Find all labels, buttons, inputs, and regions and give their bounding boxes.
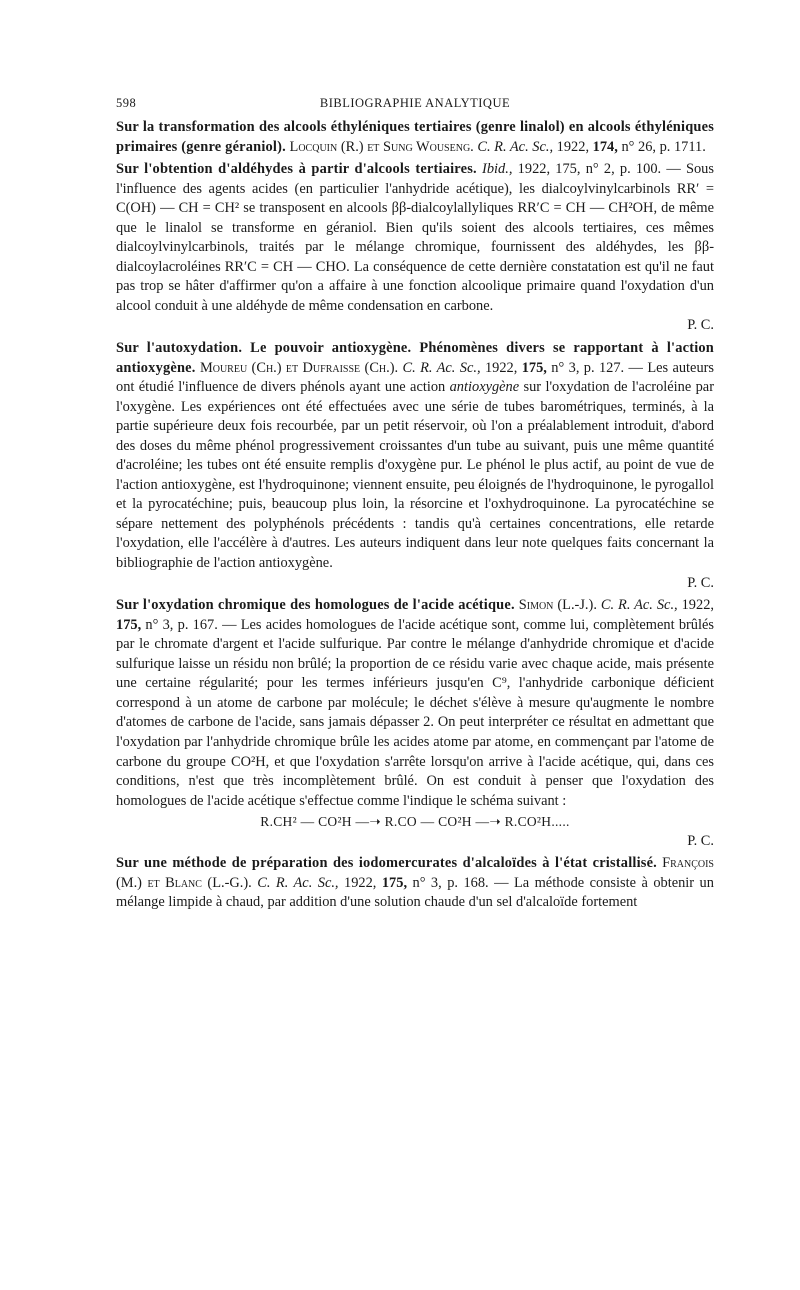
entry-authors: François (M.) et Blanc (L.-G.). — [116, 855, 714, 891]
running-header-title: BIBLIOGRAPHIE ANALYTIQUE — [319, 96, 511, 110]
entry-title: Sur la transformation des alcools éthyléniques tertiaires (genre linalol) en alcools éthyléniques primaires (genre géraniol). — [116, 119, 714, 155]
entry-abstract: — La méthode consiste à obtenir un mélange limpide à chaud, par addition d'une solution chaude d'un sel d'alcaloïde fortement — [116, 874, 714, 911]
bibliography-entry-5 — [116, 854, 714, 913]
entry-abstract-start: — Les auteurs ont étudié l'influence de divers phénols ayant une action — [116, 359, 715, 396]
reviewer-initials: P. C. — [687, 574, 714, 591]
entry-title: Sur l'oxydation chromique des homologues de l'acide acétique. — [116, 597, 515, 614]
bibliography-entry-3 — [116, 339, 714, 593]
reviewer-initials: P. C. — [687, 832, 714, 849]
entry-journal: C. R. Ac. Sc., — [477, 138, 554, 155]
entry-reference: 1922, 175, n° 2, p. 100. — [517, 161, 662, 178]
reviewer-initials: P. C. — [687, 317, 714, 334]
bibliography-entry-1 — [116, 118, 714, 157]
entry-pages: n° 26, p. 1711. — [621, 138, 706, 155]
reaction-scheme: R.CH² — CO²H —➝ R.CO — CO²H —➝ R.CO²H..... — [260, 814, 570, 830]
entry-title: Sur l'obtention d'aldéhydes à partir d'alcools tertiaires. — [116, 161, 477, 178]
entry-journal: C. R. Ac. Sc., — [257, 874, 339, 891]
entry-volume: 175, — [521, 359, 547, 376]
entry-journal: Ibid., — [482, 161, 513, 178]
entry-title: Sur une méthode de préparation des iodomercurates d'alcaloïdes à l'état cristallisé. — [116, 855, 657, 872]
entry-abstract: — Les acides homologues de l'acide acétique sont, comme lui, complètement brûlés par le chromate d'argent et l'acide sulfurique. Par contre le mélange d'anhydride chromique et d'acide sulfurique laisse un résidu non brûlé; la proportion de ce résidu varie avec chaque acide, mais présente une certaine régularité; pour les termes inférieurs jusqu'en C⁹, l'anhydride carbonique déficient correspond à un atome de carbone par molécule; le déchet s'élève à mesure qu'augmente le nombre d'atomes de carbone de l'acide, sans jamais dépasser 2. On peut interpréter ce résultat en admettant que l'oxydation par l'anhydride chromique brûle les acides atome par atome, en commençant par l'atome de carbone du groupe CO²H, et que l'oxydation s'arrête lorsqu'on arrive à l'acide acétique, qui, dans ces conditions, n'est que très incomplètement brûlé. On est conduit à penser que l'oxydation des homologues de l'acide acétique s'effectue comme l'indique le schéma suivant : — [116, 616, 714, 809]
bibliography-entry-4 — [116, 596, 714, 851]
entry-year: 1922, — [556, 138, 590, 155]
entry-title: Sur l'autoxydation. Le pouvoir antioxygène. Phénomènes divers se rapportant à l'action antioxygène. — [116, 340, 714, 376]
entry-authors: Locquin (R.) et Sung Wouseng. — [289, 138, 474, 155]
entry-abstract: — Sous l'influence des agents acides (en particulier l'anhydride acétique), les dialcoylvinylcarbinols RR′ = C(OH) — CH = CH² se transposent en alcools ββ-dialcoylallyliques RR′C = CH — CH²OH, de même que le linalol se transforme en géraniol. Bien qu'ils soient des alcools tertiaires, ces mêmes dialcoylvinylcarbinols, traités par le mélange chromique, fournissent des aldéhydes, les ββ-dialcoylacroléines RR′C = CH — CHO. La conséquence de cette dernière constatation est qu'il ne faut pas trop se hâter d'affirmer qu'on a affaire à une fonction alcoolique primaire quand l'oxydation d'un alcool conduit à une aldéhyde de même condensation en carbone. — [116, 161, 714, 314]
bibliography-entry-2 — [116, 160, 714, 336]
entry-journal: C. R. Ac. Sc., — [402, 359, 481, 376]
entry-journal: C. R. Ac. Sc., — [600, 597, 678, 614]
entry-year: 1922, — [484, 359, 518, 376]
entry-volume: 175, — [381, 874, 408, 891]
entry-pages: n° 3, p. 168. — [412, 874, 489, 891]
running-header — [116, 96, 714, 118]
entry-volume: 174, — [592, 138, 618, 155]
entry-authors: Simon (L.-J.). — [518, 597, 597, 614]
entry-abstract-rest: sur l'oxydation de l'acroléine par l'oxygène. Les expériences ont été effectuées avec une série de tubes barométriques, terminés, à la partie supérieure deux fois recourbée, par un petit réservoir, où l'on a préalablement introduit, d'abord des doses du même phénol progressivement croissantes d'un tube au suivant, puis une même quantité d'acroléine; les tubes ont été ensuite remplis d'oxygène pur. Le phénol le plus actif, au point de vue de l'action antioxygène, est l'hydroquinone; viennent ensuite, peu éloignés de l'hydroquinone, le pyrogallol et la pyrocatéchine; puis, beaucoup plus loin, la résorcine et l'oxhydroquinone. La pyrocatéchine se sépare nettement des polyphénols précédents : tandis qu'à certaines concentrations, elle retarde l'oxydation, elle l'accélère à d'autres. Les auteurs indiquent dans leur note quelques faits concernant la bibliographie de l'action antioxygène. — [116, 379, 714, 572]
entry-pages: n° 3, p. 167. — [145, 616, 218, 633]
page-number: 598 — [116, 96, 137, 110]
italic-term: antioxygène — [449, 379, 520, 396]
document-page — [116, 96, 714, 913]
entry-year: 1922, — [681, 597, 714, 614]
entry-authors: Moureu (Ch.) et Dufraisse (Ch.). — [199, 359, 399, 376]
entry-year: 1922, — [344, 874, 377, 891]
entry-volume: 175, — [116, 616, 142, 633]
entry-pages: n° 3, p. 127. — [551, 359, 625, 376]
